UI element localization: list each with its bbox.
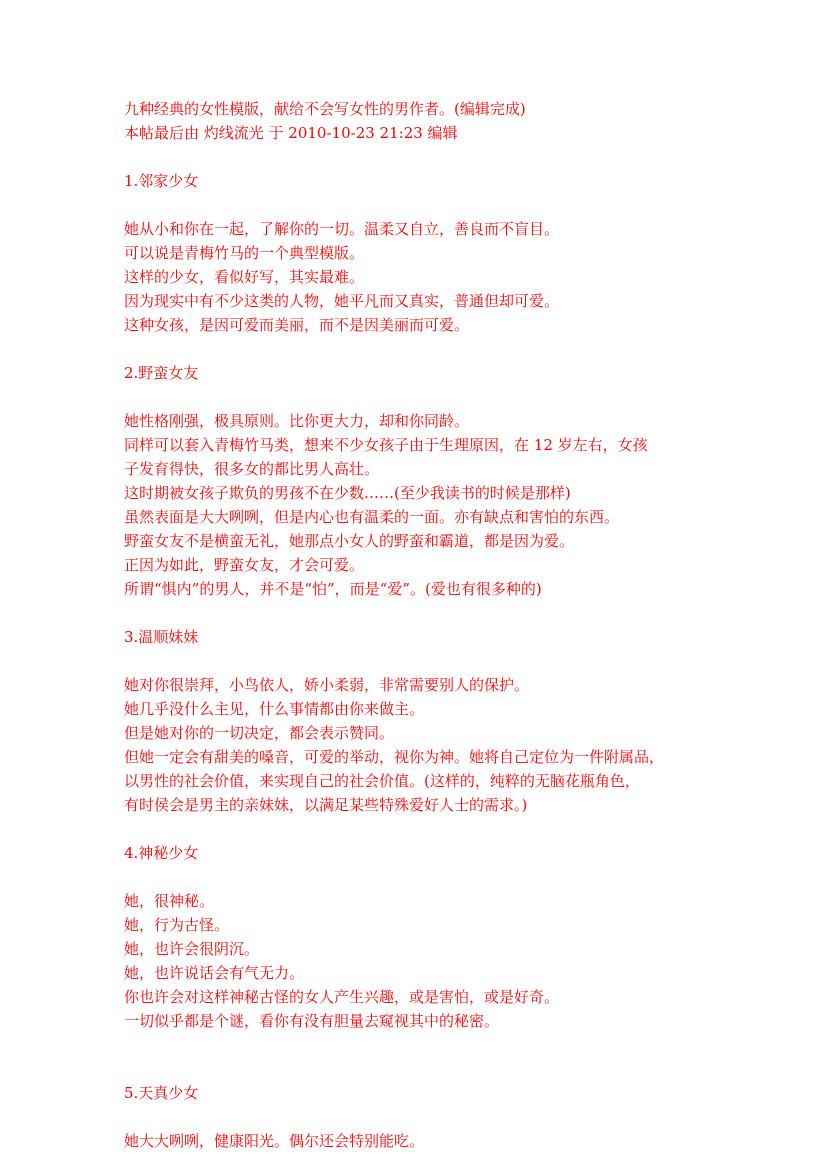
paragraph-line: 她大大咧咧，健康阳光。偶尔还会特别能吃。 bbox=[124, 1132, 425, 1150]
paragraph-line: 野蛮女友不是横蛮无礼，她那点小女人的野蛮和霸道，都是因为爱。 bbox=[124, 532, 575, 550]
paragraph-line: 虽然表面是大大咧咧，但是内心也有温柔的一面。亦有缺点和害怕的东西。 bbox=[124, 508, 620, 526]
spacer bbox=[124, 1105, 704, 1129]
spacer bbox=[124, 145, 704, 169]
paragraph-line: 这种女孩，是因可爱而美丽，而不是因美丽而可爱。 bbox=[124, 316, 470, 334]
paragraph-line: 所谓“惧内”的男人，并不是“怕”，而是“爱”。(爱也有很多种的) bbox=[124, 580, 542, 598]
paragraph-line: 这样的少女，看似好写，其实最难。 bbox=[124, 268, 365, 286]
section-heading: 1.邻家少女 bbox=[124, 172, 199, 190]
section-heading: 5.天真少女 bbox=[124, 1084, 199, 1102]
paragraph-line: 这时期被女孩子欺负的男孩不在少数……(至少我读书的时候是那样) bbox=[124, 484, 571, 502]
paragraph-line: 正因为如此，野蛮女友，才会可爱。 bbox=[124, 556, 365, 574]
spacer bbox=[124, 865, 704, 889]
document-title: 九种经典的女性模版，献给不会写女性的男作者。(编辑完成) bbox=[124, 100, 526, 118]
paragraph-line: 她，行为古怪。 bbox=[124, 916, 230, 934]
paragraph-line: 她，也许会很阴沉。 bbox=[124, 940, 260, 958]
spacer bbox=[124, 193, 704, 217]
paragraph-line: 但是她对你的一切决定，都会表示赞同。 bbox=[124, 724, 395, 742]
paragraph-line: 她，也许说话会有气无力。 bbox=[124, 964, 305, 982]
paragraph-line: 她对你很崇拜，小鸟依人，娇小柔弱，非常需要别人的保护。 bbox=[124, 676, 530, 694]
spacer bbox=[124, 385, 704, 409]
document-content bbox=[124, 97, 704, 1153]
paragraph-line: 同样可以套入青梅竹马类，想来不少女孩子由于生理原因，在 12 岁左右，女孩 bbox=[124, 436, 648, 454]
section-heading: 2.野蛮女友 bbox=[124, 364, 199, 382]
spacer bbox=[124, 649, 704, 673]
paragraph-line: 她从小和你在一起，了解你的一切。温柔又自立，善良而不盲目。 bbox=[124, 220, 560, 238]
spacer bbox=[124, 1033, 704, 1081]
paragraph-line: 有时侯会是男主的亲妹妹，以满足某些特殊爱好人士的需求。) bbox=[124, 796, 528, 814]
paragraph-line: 她，很神秘。 bbox=[124, 892, 215, 910]
section-heading: 4.神秘少女 bbox=[124, 844, 199, 862]
paragraph-line: 但她一定会有甜美的嗓音，可爱的举动，视你为神。她将自己定位为一件附属品， bbox=[124, 748, 665, 766]
edit-note: 本帖最后由 灼线流光 于 2010-10-23 21:23 编辑 bbox=[124, 124, 458, 142]
spacer bbox=[124, 817, 704, 841]
paragraph-line: 你也许会对这样神秘古怪的女人产生兴趣，或是害怕，或是好奇。 bbox=[124, 988, 560, 1006]
spacer bbox=[124, 601, 704, 625]
paragraph-line: 子发育得快，很多女的都比男人高壮。 bbox=[124, 460, 380, 478]
spacer bbox=[124, 337, 704, 361]
paragraph-line: 她几乎没什么主见，什么事情都由你来做主。 bbox=[124, 700, 425, 718]
section-heading: 3.温顺妹妹 bbox=[124, 628, 199, 646]
paragraph-line: 她性格刚强，极具原则。比你更大力，却和你同龄。 bbox=[124, 412, 470, 430]
paragraph-line: 因为现实中有不少这类的人物，她平凡而又真实，普通但却可爱。 bbox=[124, 292, 560, 310]
paragraph-line: 一切似乎都是个谜，看你有没有胆量去窥视其中的秘密。 bbox=[124, 1012, 500, 1030]
paragraph-line: 可以说是青梅竹马的一个典型模版。 bbox=[124, 244, 365, 262]
paragraph-line: 以男性的社会价值，来实现自己的社会价值。(这样的，纯粹的无脑花瓶角色， bbox=[124, 772, 640, 790]
